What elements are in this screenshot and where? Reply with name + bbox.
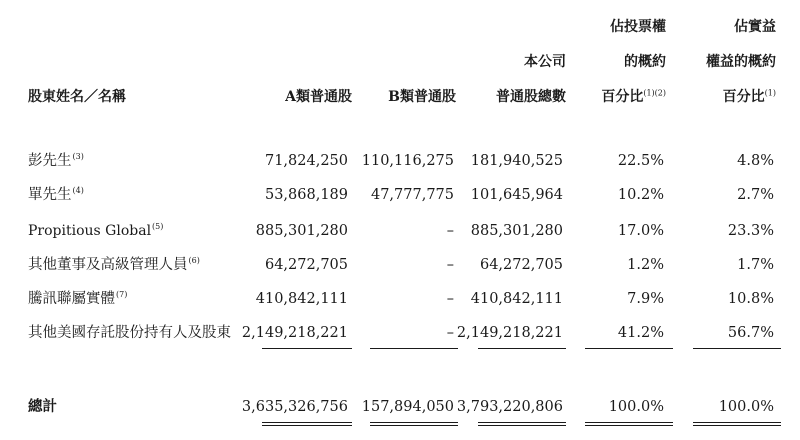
row-name: 騰訊聯屬實體$^{(7)}$ xyxy=(28,290,128,307)
row-class-a: 2,149,218,221 xyxy=(241,325,348,341)
header-name: 股東姓名／名稱 xyxy=(28,89,126,105)
subtotal-rule-equity xyxy=(693,348,781,349)
subtotal-rule-class-b xyxy=(370,348,458,349)
row-total: 181,940,525 xyxy=(470,153,563,169)
row-total: 64,272,705 xyxy=(479,257,563,273)
total-double-rule-equity xyxy=(693,422,781,426)
total-double-rule-total xyxy=(478,422,566,426)
total-equity: 100.0% xyxy=(718,399,774,415)
row-equity: 10.8% xyxy=(727,291,774,307)
total-total: 3,793,220,806 xyxy=(456,399,563,415)
subtotal-rule-class-a xyxy=(262,348,352,349)
row-class-b: – xyxy=(446,291,454,307)
header-equity-line1: 佔實益 xyxy=(734,19,776,35)
row-class-b: 110,116,275 xyxy=(361,153,454,169)
equity-footnote: (1) xyxy=(764,88,776,98)
total-class-b: 157,894,050 xyxy=(361,399,454,415)
row-voting: 10.2% xyxy=(617,187,664,203)
row-total: 2,149,218,221 xyxy=(456,325,563,341)
row-equity: 23.3% xyxy=(727,223,774,239)
total-voting: 100.0% xyxy=(608,399,664,415)
row-voting: 22.5% xyxy=(617,153,664,169)
row-name: 單先生$^{(4)}$ xyxy=(28,186,84,203)
row-equity: 56.7% xyxy=(727,325,774,341)
row-equity: 1.7% xyxy=(737,257,774,273)
voting-footnote: (1)(2) xyxy=(643,88,666,98)
subtotal-rule-voting xyxy=(585,348,673,349)
header-class-a: A類普通股 xyxy=(285,89,352,105)
row-equity: 4.8% xyxy=(737,153,774,169)
total-class-a: 3,635,326,756 xyxy=(241,399,348,415)
header-total-line1: 本公司 xyxy=(524,54,566,70)
row-voting: 7.9% xyxy=(627,291,664,307)
total-label: 總計 xyxy=(28,398,57,415)
row-class-b: – xyxy=(446,257,454,273)
row-total: 410,842,111 xyxy=(470,291,563,307)
row-class-b: – xyxy=(446,325,454,341)
row-class-b: 47,777,775 xyxy=(370,187,454,203)
row-class-a: 885,301,280 xyxy=(255,223,348,239)
row-class-b: – xyxy=(446,223,454,239)
header-equity-line2: 權益的概約 xyxy=(706,54,776,70)
row-name: Propitious Global$^{(5)}$ xyxy=(28,222,164,239)
total-double-rule-class-a xyxy=(262,422,352,426)
subtotal-rule-total xyxy=(478,348,566,349)
row-class-a: 64,272,705 xyxy=(264,257,348,273)
row-name: 其他董事及高級管理人員$^{(6)}$ xyxy=(28,256,200,273)
total-double-rule-voting xyxy=(585,422,673,426)
row-name: 彭先生$^{(3)}$ xyxy=(28,152,84,169)
row-name: 其他美國存託股份持有人及股東 xyxy=(28,325,231,341)
row-voting: 1.2% xyxy=(627,257,664,273)
header-class-b: B類普通股 xyxy=(388,89,456,105)
row-total: 101,645,964 xyxy=(470,187,563,203)
header-voting-line2: 的概約 xyxy=(624,54,666,70)
row-total: 885,301,280 xyxy=(470,223,563,239)
row-voting: 17.0% xyxy=(617,223,664,239)
header-voting-line3: 百分比$^{(1)(2)}$ xyxy=(601,88,666,105)
row-equity: 2.7% xyxy=(737,187,774,203)
header-voting-line1: 佔投票權 xyxy=(610,19,666,35)
row-class-a: 71,824,250 xyxy=(264,153,348,169)
total-double-rule-class-b xyxy=(370,422,458,426)
header-equity-line3: 百分比$^{(1)}$ xyxy=(722,88,776,105)
row-class-a: 410,842,111 xyxy=(255,291,348,307)
row-voting: 41.2% xyxy=(617,325,664,341)
row-class-a: 53,868,189 xyxy=(264,187,348,203)
header-total-line2: 普通股總數 xyxy=(496,89,566,105)
